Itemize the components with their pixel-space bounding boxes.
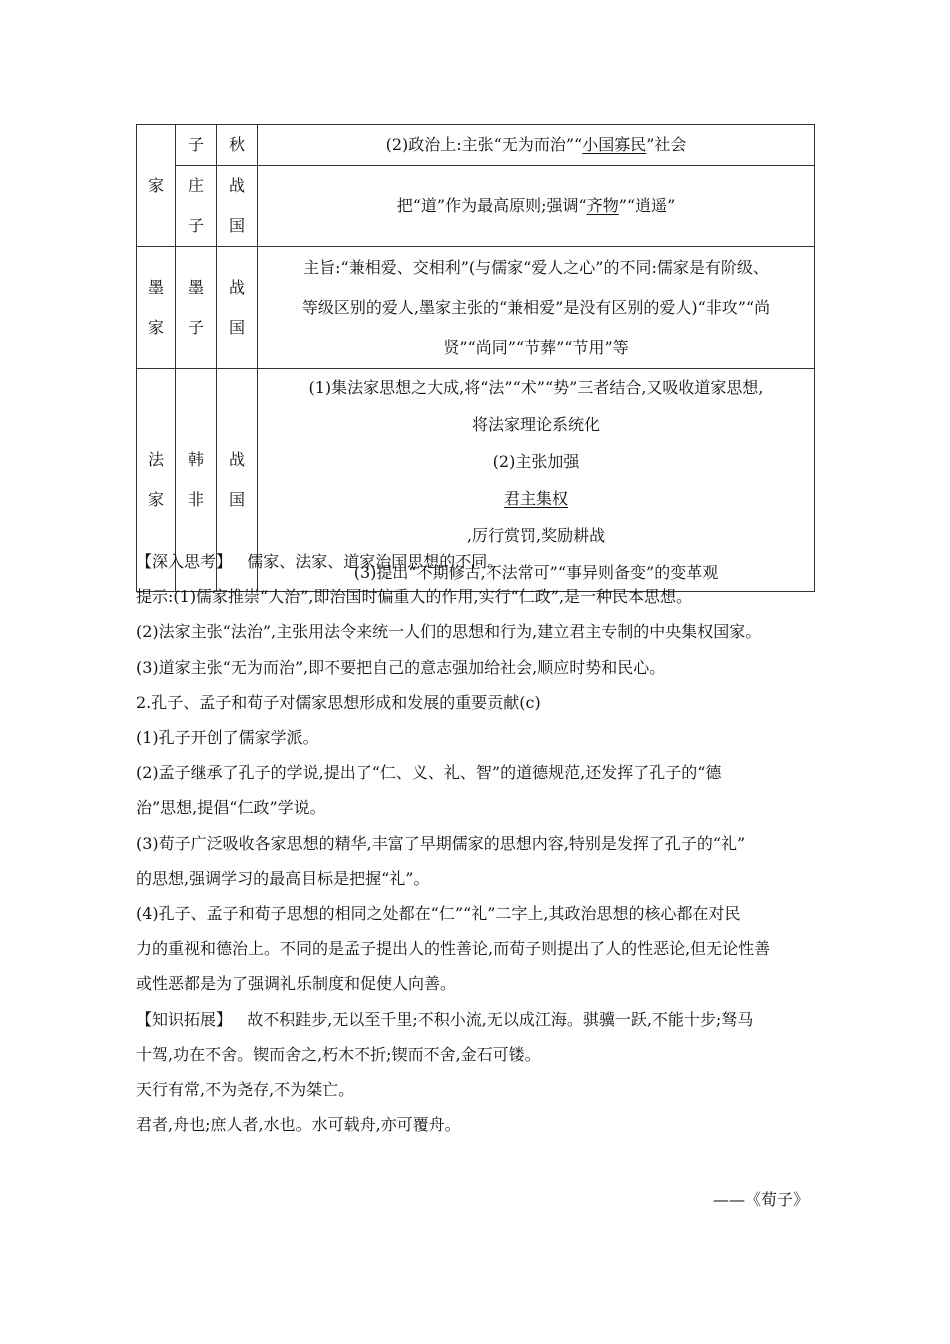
content-cell: 把“道”作为最高原则;强调“齐物”“逍遥” [258,166,815,247]
quote-line: 天行有常,不为尧存,不为桀亡。 [136,1080,355,1100]
hint-line: (3)道家主张“无为而治”,即不要把自己的意志强加给社会,顺应时势和民心。 [136,657,666,677]
person-cell: 韩 非 [176,369,217,592]
think-paragraph: 【深入思考】 儒家、法家、道家治国思想的不同。 [136,552,504,571]
era-cell: 战 国 [217,247,258,369]
school-cell: 家 [137,125,176,247]
content-cell: 主旨:“兼相爱、交相利”(与儒家“爱人之心”的不同:儒家是有阶级、 等级区别的爱人,墨家主张的“兼相爱”是没有区别的爱人)“非攻”“尚 贤”“尚同”“节葬”“节用”等 [258,247,815,369]
paragraph: (3)荀子广泛吸收各家思想的精华,丰富了早期儒家的思想内容,特别是发挥了孔子的“礼” [136,833,746,853]
quote-source: ——《荀子》 [712,1190,809,1209]
paragraph: 的思想,强调学习的最高目标是把握“礼”。 [136,868,430,888]
paragraph: (1)孔子开创了儒家学派。 [136,728,319,748]
schools-table [136,124,815,592]
school-cell: 墨 家 [137,247,176,369]
person-cell: 庄 子 [176,166,217,247]
era-cell: 秋 [217,125,258,166]
school-cell: 法 家 [137,369,176,592]
era-cell: 战 国 [217,369,258,592]
paragraph: 或性恶都是为了强调礼乐制度和促使人向善。 [136,974,457,994]
extension-paragraph: 【知识拓展】 故不积跬步,无以至千里;不积小流,无以成江海。骐骥一跃,不能十步;驽马 [136,1009,754,1029]
table-row [137,247,815,369]
paragraph: (2)孟子继承了孔子的学说,提出了“仁、义、礼、智”的道德规范,还发挥了孔子的“德 [136,763,722,783]
content-cell: (2)政治上:主张“无为而治”“小国寡民”社会 [258,125,815,166]
quote-line: 十驾,功在不舍。锲而舍之,朽木不折;锲而不舍,金石可镂。 [136,1044,541,1064]
document-body [136,544,816,1142]
person-cell: 子 [176,125,217,166]
hint-line: (2)法家主张“法治”,主张用法令来统一人们的思想和行为,建立君主专制的中央集权国家。 [136,622,762,642]
era-cell: 战 国 [217,166,258,247]
table-row [137,125,815,166]
section-heading: 2.孔子、孟子和荀子对儒家思想形成和发展的重要贡献(c) [136,692,541,712]
hint-line: 提示:(1)儒家推崇“人治”,即治国时偏重人的作用,实行“仁政”,是一种民本思想。 [136,587,693,607]
person-cell: 墨 子 [176,247,217,369]
paragraph: (4)孔子、孟子和荀子思想的相同之处都在“仁”“礼”二字上,其政治思想的核心都在对民 [136,904,741,924]
table-row [137,166,815,247]
paragraph: 力的重视和德治上。不同的是孟子提出人的性善论,而荀子则提出了人的性恶论,但无论性善 [136,939,771,959]
quote-line: 君者,舟也;庶人者,水也。水可载舟,亦可覆舟。 [136,1115,461,1135]
content-cell: (1)集法家思想之大成,将“法”“术”“势”三者结合,又吸收道家思想, 将法家理论系统化 (2)主张加强 君主集权 ,厉行赏罚,奖励耕战 (3)提出“不期修古,不法常可”“事异则备变”的变革观 [258,369,815,592]
paragraph: 治”思想,提倡“仁政”学说。 [136,798,326,818]
